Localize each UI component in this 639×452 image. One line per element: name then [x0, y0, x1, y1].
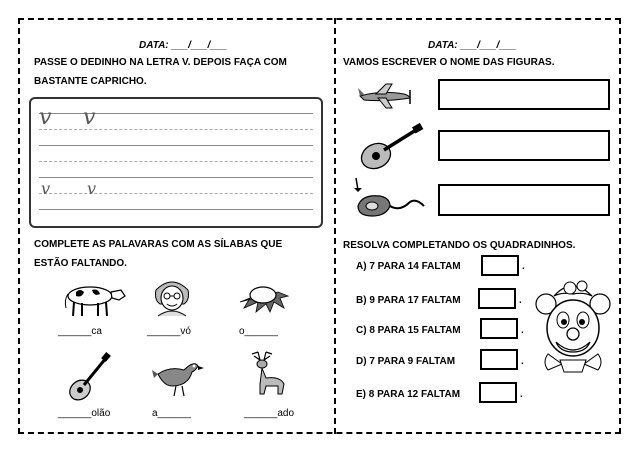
- period: .: [519, 295, 522, 306]
- cow-icon: [58, 280, 128, 320]
- column-divider: [334, 18, 336, 434]
- word-blank-6[interactable]: ______ado: [244, 408, 295, 419]
- answer-square-e[interactable]: [479, 382, 517, 403]
- answer-square-c[interactable]: [480, 318, 518, 339]
- bird-icon: [152, 354, 204, 398]
- period: .: [520, 389, 523, 400]
- problem-a: A) 7 PARA 14 FALTAM: [356, 261, 461, 272]
- problem-b: B) 9 PARA 17 FALTAM: [356, 295, 461, 306]
- word-blank-4[interactable]: ______olão: [58, 408, 111, 419]
- word-blank-5[interactable]: a______: [152, 408, 191, 419]
- guitar-icon: [358, 124, 424, 174]
- word-blank-1[interactable]: ______ca: [58, 326, 102, 337]
- deer-icon: [244, 348, 290, 400]
- figure-name-box-3[interactable]: [438, 184, 610, 216]
- names-title: VAMOS ESCREVER O NOME DAS FIGURAS.: [343, 57, 555, 68]
- guide-line: [39, 113, 313, 114]
- problem-e: E) 8 PARA 12 FALTAM: [356, 389, 461, 400]
- tracing-area[interactable]: [29, 97, 323, 228]
- answer-square-d[interactable]: [480, 349, 518, 370]
- figure-name-box-1[interactable]: [438, 79, 610, 110]
- tracing-letter-v: v: [39, 105, 52, 130]
- tracing-letter-v: v: [87, 179, 97, 198]
- problem-d: D) 7 PARA 9 FALTAM: [356, 356, 456, 367]
- right-date-label: DATA: ___/___/___: [428, 40, 517, 51]
- word-blank-2[interactable]: ______vó: [147, 326, 191, 337]
- guide-line: [39, 161, 313, 162]
- airplane-icon: [356, 82, 414, 110]
- complete-line1: COMPLETE AS PALAVARAS COM AS SÍLABAS QUE: [34, 239, 283, 250]
- period: .: [522, 261, 525, 272]
- period: .: [521, 325, 524, 336]
- tracing-letter-v: v: [41, 179, 51, 198]
- left-instruction-line1: PASSE O DEDINHO NA LETRA V. DEPOIS FAÇA COM: [34, 57, 287, 68]
- guide-line: [39, 193, 313, 194]
- period: .: [521, 356, 524, 367]
- guide-line: [39, 177, 313, 178]
- problem-c: C) 8 PARA 15 FALTAM: [356, 325, 461, 336]
- solve-title: RESOLVA COMPLETANDO OS QUADRADINHOS.: [343, 240, 576, 251]
- hairdryer-icon: [352, 176, 426, 222]
- egg-nest-icon: [236, 282, 288, 316]
- left-date-label: DATA: ___/___/___: [139, 40, 228, 51]
- answer-square-b[interactable]: [478, 288, 516, 309]
- tracing-letter-v: v: [83, 105, 96, 130]
- word-blank-3[interactable]: o______: [239, 326, 278, 337]
- complete-line2: ESTÃO FALTANDO.: [34, 258, 127, 269]
- guide-line: [39, 145, 313, 146]
- figure-name-box-2[interactable]: [438, 130, 610, 161]
- grandmother-icon: [152, 276, 192, 318]
- answer-square-a[interactable]: [481, 255, 519, 276]
- guide-line: [39, 209, 313, 210]
- clown-icon: [532, 280, 614, 376]
- guitar-icon: [66, 352, 112, 402]
- guide-line: [39, 129, 313, 130]
- left-instruction-line2: BASTANTE CAPRICHO.: [34, 76, 147, 87]
